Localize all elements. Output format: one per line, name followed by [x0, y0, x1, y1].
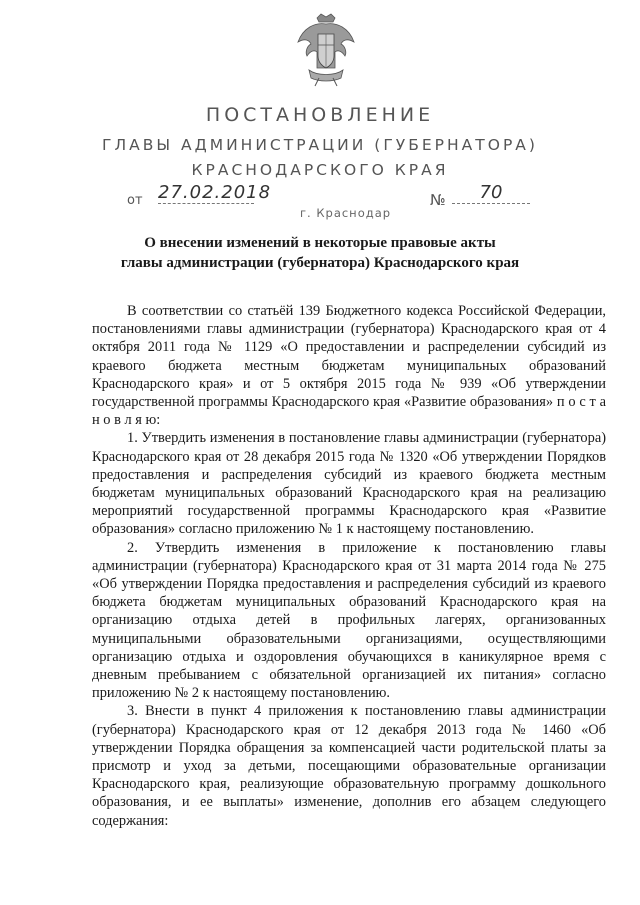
date-prefix: от [127, 193, 143, 208]
issuer-heading-line1: ГЛАВЫ АДМИНИСТРАЦИИ (ГУБЕРНАТОРА) [102, 136, 538, 154]
document-body [92, 302, 606, 830]
city-label: г. Краснодар [300, 206, 392, 220]
paragraph-item-3: 3. Внести в пункт 4 приложения к постановлению главы администрации (губернатора) Краснодарского края от 12 декабря 2013 года № 1460 «Об утверждении Порядка обращения за компенсацией части родительской платы за присмотр и уход за детьми, посещающими образовательные организации Краснодарского края, реализующие образовательную программу дошкольного образования, и ее выплаты» изменение, дополнив его абзацем следующего содержания: [92, 703, 606, 829]
paragraph-preamble: В соответствии со статьёй 139 Бюджетного кодекса Российской Федерации, постановлениями главы администрации (губернатора) Краснодарского края от 4 октября 2011 года № 1129 «О предоставлении и распределении субсидий из краевого бюджета местным бюджетам муниципальных образований Краснодарского края» и от 5 октября 2015 года № 939 «Об утверждении государственной программы Краснодарского края «Развитие образования» п о с т а н о в л я ю: [92, 303, 606, 429]
number-prefix: № [430, 191, 446, 209]
paragraph-item-1: 1. Утвердить изменения в постановление главы администрации (губернатора) Краснодарского края от 28 декабря 2015 года № 1320 «Об утверждении Порядков предоставления и распределения субсидий из краевого бюджета местным бюджетам муниципальных образований Краснодарского края на реализацию мероприятий государственной программы Краснодарского края «Развитие образования» согласно приложению № 1 к настоящему постановлению. [92, 430, 606, 538]
title-line2: главы администрации (губернатора) Краснодарского края [120, 255, 520, 271]
doc-type-heading: ПОСТАНОВЛЕНИЕ [205, 104, 435, 126]
document-date: 27.02.2018 [158, 182, 272, 203]
paragraph-item-2: 2. Утвердить изменения в приложение к постановлению главы администрации (губернатора) Краснодарского края от 31 марта 2014 года № 275 «Об утверждении Порядка предоставления и распределения субсидий из краевого бюджета бюджетам муниципальных образований Краснодарского края на организацию отдыха детей в профильных лагерях, организованных муниципальными образовательными организациями, осуществляющими организацию отдыха и оздоровления обучающихся в каникулярное время с дневным пребыванием с обязательной организацией их питания» согласно приложению № 2 к настоящему постановлению. [92, 539, 606, 702]
document-title [60, 233, 580, 273]
coat-of-arms-icon [295, 12, 357, 88]
issuer-heading-line2: КРАСНОДАРСКОГО КРАЯ [191, 161, 449, 179]
document-number: 70 [452, 182, 530, 204]
title-line1: О внесении изменений в некоторые правовые акты [144, 235, 496, 251]
